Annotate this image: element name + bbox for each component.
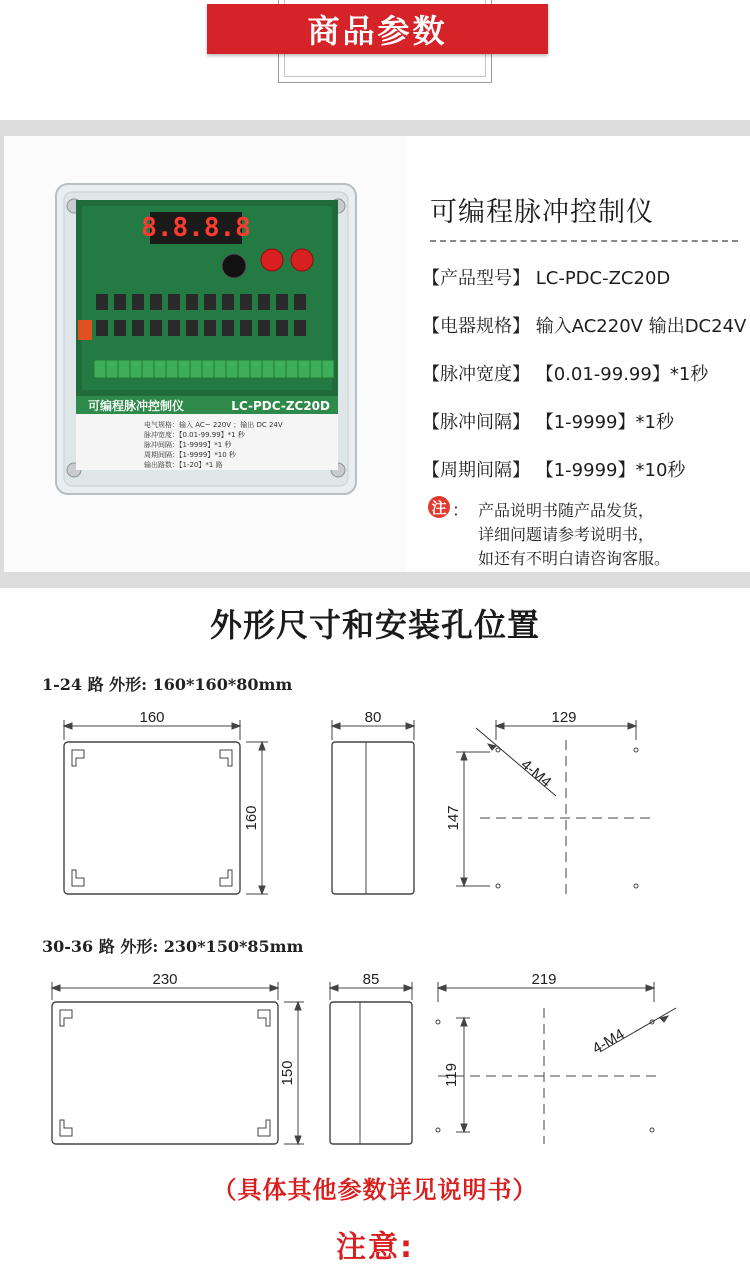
set2-height-label: 150 [279, 1060, 296, 1086]
spec-value: 【1-9999】*1秒 [535, 412, 674, 433]
note-badge-text: 注 [431, 498, 447, 517]
set2-hole-view [436, 982, 676, 1144]
dimension-caption-1: 1-24 路 外形: 160*160*80mm [42, 675, 293, 694]
header-banner [207, 4, 548, 54]
set1-height-label: 160 [243, 805, 260, 831]
product-photo [4, 136, 406, 572]
note-line: 详细问题请参考说明书， [478, 525, 655, 544]
device-display-text: 8.8.8.8 [141, 213, 251, 243]
spec-label: 【脉冲宽度】 [422, 364, 530, 385]
spec-row-electrical [422, 312, 746, 338]
set1-hole-view [456, 720, 654, 896]
device-panel-line: 输出路数：【1-20】*1 路 [144, 461, 223, 469]
spec-label: 【周期间隔】 [422, 460, 530, 481]
set2-side-view [330, 982, 412, 1144]
note-line: 产品说明书随产品发货， [478, 501, 655, 520]
spec-value: 【0.01-99.99】*1秒 [535, 364, 709, 385]
spec-row-pulse-width [422, 360, 708, 386]
footer-note: （具体其他参数详见说明书） [212, 1176, 538, 1204]
spec-value: 输入AC220V 输出DC24V [535, 316, 747, 337]
spec-value: 【1-9999】*10秒 [535, 460, 686, 481]
spec-row-pulse-interval [422, 408, 674, 434]
device-panel-line: 脉冲宽度：【0.01-99.99】*1 秒 [144, 431, 245, 439]
set2-depth-label: 85 [362, 971, 380, 988]
device-panel-line: 电气规格：输入 AC~ 220V ；输出 DC 24V [144, 421, 283, 429]
product-name: 可编程脉冲控制仪 [430, 197, 654, 228]
set2-hole-width-label: 219 [531, 971, 557, 988]
set1-hole-width-label: 129 [551, 709, 577, 726]
set2-front-view [52, 982, 304, 1144]
set2-holes-label: 4-M4 [589, 1025, 628, 1058]
note-badge [428, 496, 450, 518]
set2-hole-height-label: 119 [443, 1063, 460, 1087]
note-line: 如还有不明白请咨询客服。 [478, 549, 671, 568]
dimensions-title: 外形尺寸和安装孔位置 [209, 606, 540, 644]
set1-holes-label: 4-M4 [517, 756, 555, 792]
device-panel-line: 周期间隔：【1-9999】*10 秒 [144, 451, 236, 459]
spec-label: 【脉冲间隔】 [422, 412, 530, 433]
attention-heading: 注意: [336, 1230, 414, 1265]
spec-row-cycle-interval [422, 456, 685, 482]
spec-label: 【产品型号】 [422, 268, 530, 289]
spec-row-model [422, 264, 670, 290]
product-photo-panel [4, 136, 406, 572]
set1-front-view [64, 720, 268, 894]
set2-width-label: 230 [152, 971, 178, 988]
set1-side-view [332, 720, 414, 894]
dimension-drawings [0, 700, 750, 1160]
dimension-caption-2: 30-36 路 外形: 230*150*85mm [42, 937, 304, 956]
spec-label: 【电器规格】 [422, 316, 530, 337]
header-title: 商品参数 [307, 12, 448, 50]
product-divider [430, 240, 738, 242]
device-panel-model: LC-PDC-ZC20D [231, 399, 330, 413]
set1-width-label: 160 [139, 709, 165, 726]
set1-hole-height-label: 147 [445, 805, 462, 831]
set1-depth-label: 80 [364, 709, 382, 726]
note-colon: ： [452, 501, 469, 521]
spec-value: LC-PDC-ZC20D [535, 268, 671, 289]
device-panel-title: 可编程脉冲控制仪 [88, 399, 185, 413]
device-panel-line: 脉冲间隔：【1-9999】*1 秒 [144, 441, 232, 449]
